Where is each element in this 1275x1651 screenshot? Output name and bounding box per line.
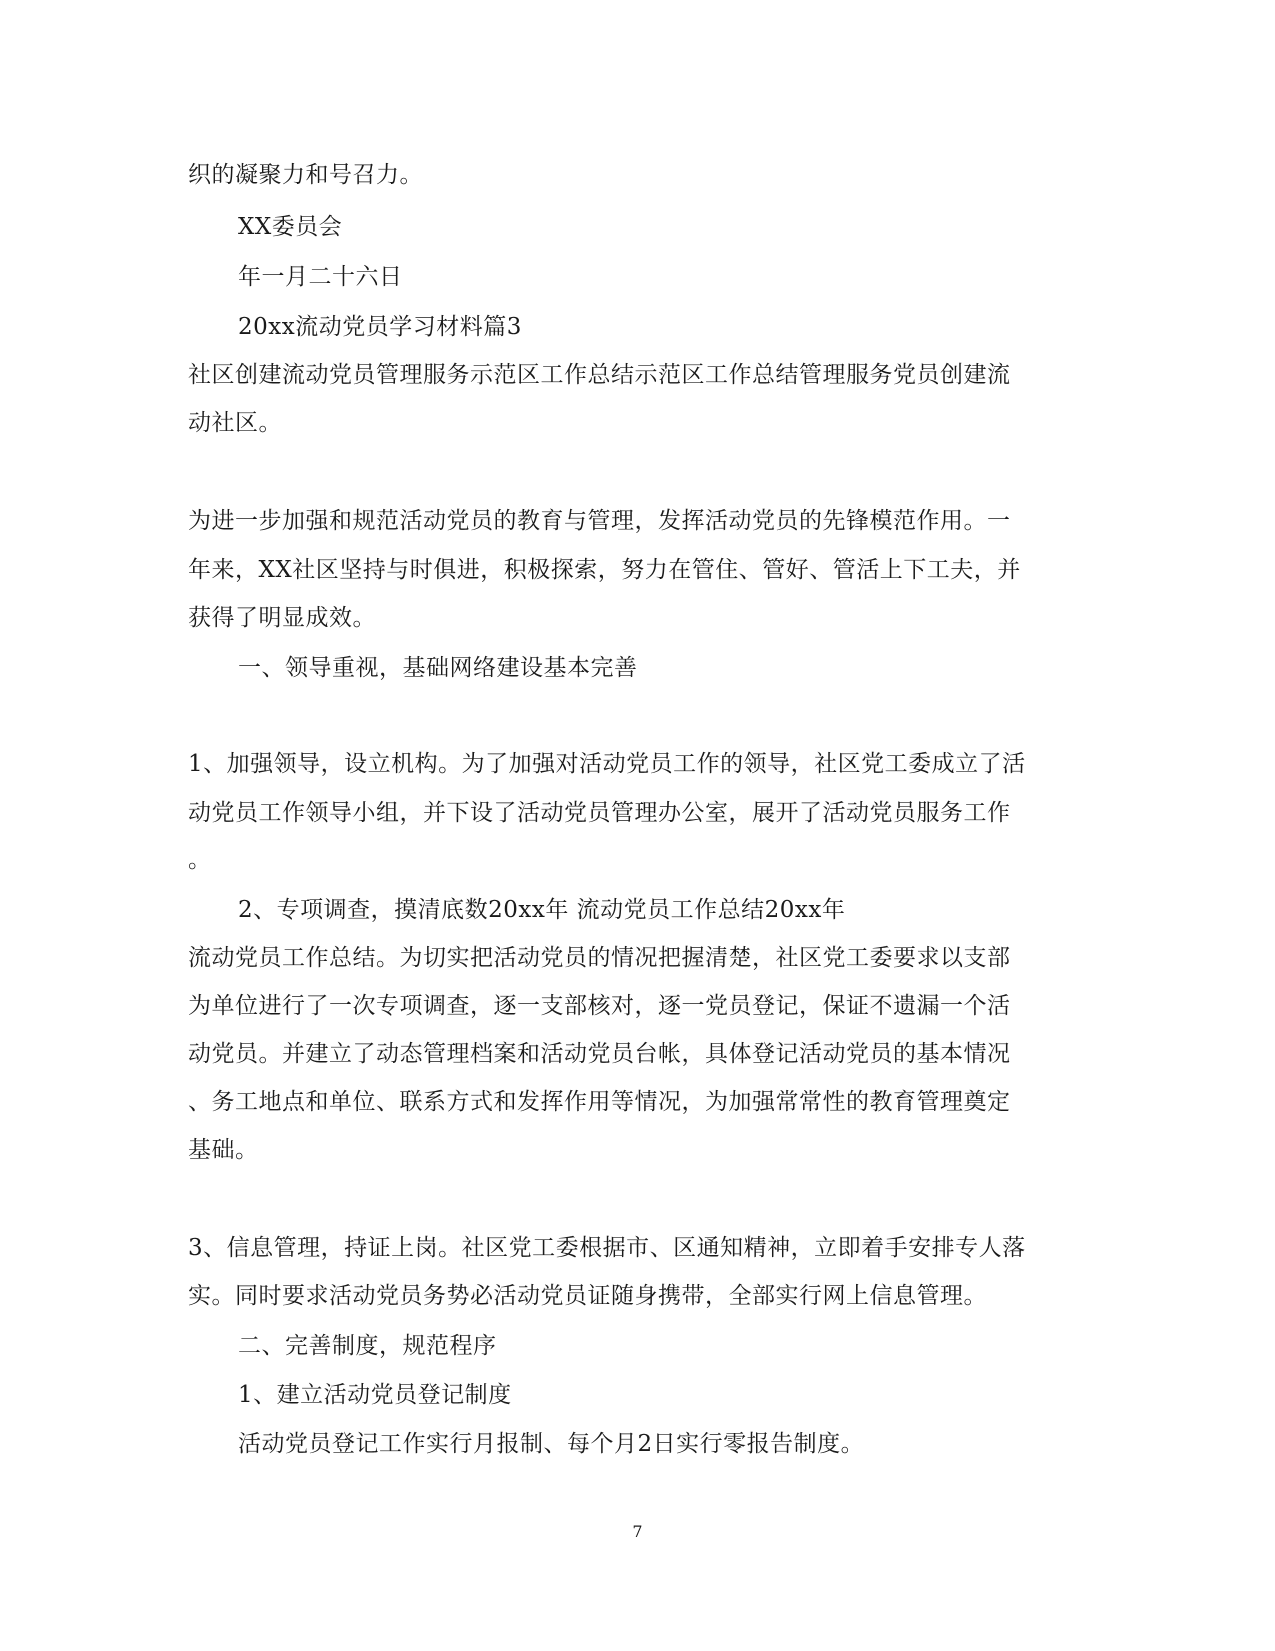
text-line: 流动党员工作总结。为切实把活动党员的情况把握清楚，社区党工委要求以支部 xyxy=(188,945,1011,971)
text-line: 社区创建流动党员管理服务示范区工作总结示范区工作总结管理服务党员创建流 xyxy=(188,362,1011,388)
text-line: 2、专项调查，摸清底数20xx年 流动党员工作总结20xx年 xyxy=(238,897,846,923)
section-title: 20xx流动党员学习材料篇3 xyxy=(238,314,522,340)
text-line: 动党员工作领导小组，并下设了活动党员管理办公室，展开了活动党员服务工作 xyxy=(188,800,1011,826)
text-line: 基础。 xyxy=(188,1137,259,1163)
text-line: 活动党员登记工作实行月报制、每个月2日实行零报告制度。 xyxy=(238,1431,865,1457)
text-line: 为单位进行了一次专项调查，逐一支部核对，逐一党员登记，保证不遗漏一个活 xyxy=(188,993,1011,1019)
text-line: 获得了明显成效。 xyxy=(188,605,376,631)
text-line: 3、信息管理，持证上岗。社区党工委根据市、区通知精神，立即着手安排专人落 xyxy=(188,1235,1026,1261)
text-line: 。 xyxy=(188,847,212,873)
text-line: 动社区。 xyxy=(188,410,282,436)
text-line: 年来，XX社区坚持与时俱进，积极探索，努力在管住、管好、管活上下工夫，并 xyxy=(188,557,1021,583)
page-number: 7 xyxy=(632,1522,643,1541)
text-line: 织的凝聚力和号召力。 xyxy=(188,162,423,188)
text-line: 为进一步加强和规范活动党员的教育与管理，发挥活动党员的先锋模范作用。一 xyxy=(188,508,1011,534)
signature-committee: XX委员会 xyxy=(238,214,343,240)
signature-date: 年一月二十六日 xyxy=(238,264,403,290)
text-line: 动党员。并建立了动态管理档案和活动党员台帐，具体登记活动党员的基本情况 xyxy=(188,1041,1011,1067)
heading-two: 二、完善制度，规范程序 xyxy=(238,1333,497,1359)
text-line: 1、加强领导，设立机构。为了加强对活动党员工作的领导，社区党工委成立了活 xyxy=(188,751,1026,777)
text-line: 实。同时要求活动党员务势必活动党员证随身携带，全部实行网上信息管理。 xyxy=(188,1283,987,1309)
text-line: 、务工地点和单位、联系方式和发挥作用等情况，为加强常常性的教育管理奠定 xyxy=(188,1089,1011,1115)
heading-one: 一、领导重视，基础网络建设基本完善 xyxy=(238,655,638,681)
subheading: 1、建立活动党员登记制度 xyxy=(238,1382,512,1408)
